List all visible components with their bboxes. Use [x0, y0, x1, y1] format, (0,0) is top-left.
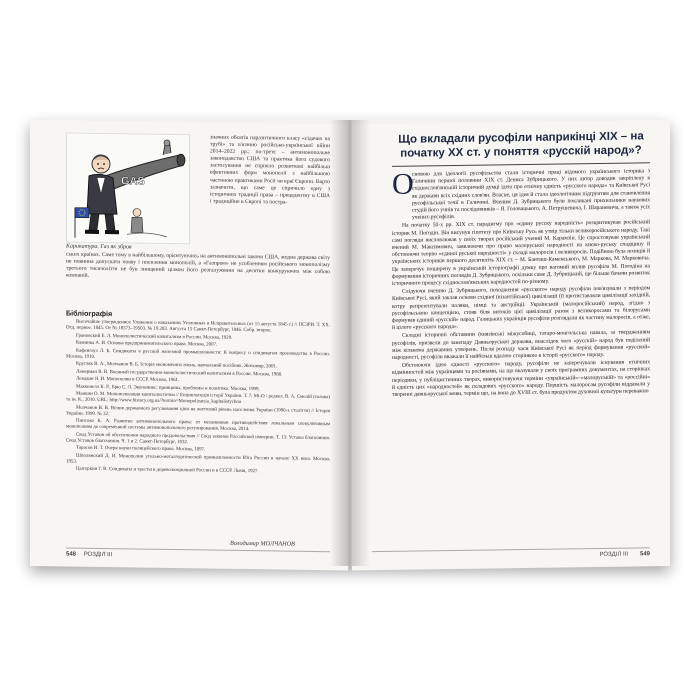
- cartoon-image: [66, 133, 190, 245]
- bibliography-entry: Кафенгауз Л. Б. Синдикаты в русской железной промышленности: К вопросу о синдикатом производства в России. Москва, 1910.: [66, 348, 330, 360]
- body-text-side: значних обсягів паразитичного класу «сідачих на трубі» та в'язнию російсько-української війни 2014–2022 рр.; по-третє – антимонопольне законодавство США та практика його судового застосування не сприяло розвиткові найбільш ефективних форм монополії з найбільшою частиною практиками Росії чи краї Європи. Варто зазначити, що саме це спричило одну з історичних традиції права – прецедентну в США і традиційне в Європі та постра-: [210, 134, 330, 206]
- body-text-full: ських країнах. Саме тому в найбільшому, орієнтуючись на антимонопольні закони США, жодна держава світу не повинна допускати появу і посилення монополій, а «Газпром» не усобленням російського монополізму третього тисячоліття не був знищений цілком його розгалуження на десятки конкуруючих між собою компаній.: [66, 251, 330, 280]
- bibliography-entry: Цыгоркин Г. В. Синдикаты и тресты в дореволюционной России и в СССР. Львів, 1927.: [76, 467, 259, 475]
- drop-cap: О: [392, 167, 414, 201]
- page-number: 548: [66, 551, 77, 558]
- article-heading: Що вкладали русофіли наприкінці XIX – на початку XX ст. у поняття «русскій народ»?: [398, 130, 644, 160]
- page-number: 549: [639, 551, 650, 558]
- bibliography-entry: Грановский Е. Л. Монополистический капитализм в России. Москва, 1929.: [76, 333, 233, 341]
- gas-cartoon-illustration: [67, 134, 189, 244]
- bibliography-entry: Макконелл К. Р., Брю С. Л. Экономикс: принципы, проблемы и политика. Москва, 1999.: [76, 384, 260, 392]
- bibliography-entry: Ламерман В. В. Военный государственно-монополистический капитализм в России. Москва, 1988.: [76, 369, 283, 378]
- left-page: [30, 120, 348, 570]
- section-label: РОЗДІЛ III: [83, 551, 113, 559]
- bibliography-entry: Высочайше утвержденное Уложение о наказаниях Уголовных и Исправительных (от 15 августа 1845 г.) // ПСЗРИ. Т. XX. Отд. первое. 1845. От № 18573–19503. № 19.283. Августа 15 Санкт-Петербург, 1846. Собр. второе.: [66, 319, 330, 334]
- heading-rule: [392, 162, 650, 167]
- right-footer: [372, 551, 650, 558]
- bibliography-entry: Пинсоко К. А. Развитие антимонопольного права: от механизмов противодействия локальным спекулятивным монополиям до современной системы антимонопольного регулирования. Москва, 2014.: [66, 418, 330, 433]
- author-signature: Володимир МОЛЧАНОВ: [230, 539, 295, 548]
- bibliography-entry: Левадин Я. И. Монополии в СССР. Москва, 1961.: [76, 376, 180, 384]
- image-caption: Карикатура. Газ як зброя: [66, 243, 132, 251]
- paragraph: Складні історичні обставини (князівські міжусобиці, татаро-монгольська навала, за твердженням русофілів, призвели до занепаду Давньоруської держави, внаслідок чого «русскій» народ був поділений між кількома державних утворень. Після розпаду часи Київської Русі як період формування «русской» народності, русофіли вважали її найбільш вдалою сторінкою в історії «русского» народу.: [392, 329, 650, 361]
- paragraph: На початку 50-х рр. XIX ст. парадигму про «єдину русску народність» розкритикував російський історик М. Погодін. Він висунув гіпотезу про Київську Русь як утвір тільки великоросійського народу. Такі самі погляди висловлював у своїх творах російський учений М. Карамзін. Це спростовував український вчений М. Максимович, заявлюючи про право малоруської народності на києво-руську спадщину й обстоюючи теорію «єдиної руської народності» у складі малоросів і великоросів. Подібною була позиція й українських істориків першого десятиліть XIX ст. – М. Бантиш-Каменського, М. Маркова, М. Марковича. Це заперечує поширену в українській історіографії думку про вагомий вплив русофіла М. Погодіна на формування історичних поглядів Д. Зубрицького, оскільки саме Д. Зубрицький, ще більше бачачи розвиток історичного процесу східнослов'янських народностей по-різному.: [392, 219, 650, 287]
- bibliography-entry: Каминка А. И. Основы предпринимательского права. Москва, 2007.: [76, 340, 218, 348]
- bibliography-entry: Молчанов В. В. Вплив державного регулювання ціни на життєвий рівень населення України (1990-х століття) // Історія України. 1999. № 32.: [66, 405, 330, 417]
- gas-label: GAS: [121, 175, 145, 188]
- right-page: [352, 120, 670, 570]
- bibliography-entry: Свод Уставов об обеспечении народного продовольствия // Свод законов Российской империи. Т. 13: Уставы благочиния. Свод Уставов благочиния. Ч. 1 и 2. Санкт-Петербург, 1832.: [66, 432, 330, 446]
- article-body: [392, 168, 650, 400]
- bibliography-entry: Шполянский Д. И. Монополии угольно-металлургической промышленности Юга России в начале XX века. Москва, 1953.: [66, 453, 330, 465]
- left-footer: [66, 552, 112, 559]
- bibliography-entry: Манкин О. М. Монополизация капиталистична // Енциклопедія історії України. Т. 7: Мі-О / редкол. В. А. Смолій (голова) та ін. К., 2010. URL: http://www.history.org.ua/?termin=Monopolizatsia_kapitalistychna: [66, 391, 330, 406]
- bibliography-title: Бібліографія: [66, 308, 113, 319]
- paragraph: Слідуючи вченню Д. Зубрицького, походження «русского» народу русофіли пов'язували з періодом Київської Русі, який заклав основи східної (візантійської) цивілізації (її протиставляли цивілізації західній, котру репрезентували поляки, німці та австрійці). Українській (малоросійський) народ, згідно з русофільською концепцією, стояв біля витоків цієї цивілізації разом з великоросами та білорусами формував єдиний «русскій» народ. Галицьких українців русофіли розглядали як частину малоросів, а отже, й цілого «русского народа».: [392, 285, 650, 332]
- open-book: [30, 120, 670, 566]
- bibliography-entry: Тарасов И. Т. Очерк науки полицейского права. Москва, 1897.: [76, 446, 206, 453]
- paragraph: сновою для ідеології русофільства стали історичні праці відомого українського історика з Галичини першої половини XIX ст. Дениса Зубрицького. У них автор доводив закріплену в східнослов'янській історичній думці ідею про етнічну єдність «русского народа» та Київської Русі як держави всіх східних слов'ян. Власне, ця ідея й стала ідеологічним підґрунтям для становлення русофільської течії в Галичині. Вченим Д. Зубрицького були покликані прихильники наукових студій його учнів та послідовників – Я. Головацького, А. Петрушевича, І. Шараневича, а також усіх учених-русофілів.: [412, 168, 650, 221]
- bibliography-entry: Кругляк В. А., Молчанов В. Б. Історія економічних вчень, навчальний посібник. Житомир, 2001.: [76, 361, 278, 370]
- paragraph: Обстоюючи ідею єдності «русского» народу, русофіли не заперечували існування етнічних відмінностей між українцями та росіянами, на що вказували у своїх програмних документах, на сторінках періодики, у публіцистичних творах, використовуючи терміни «українській»–«малоруській» та «россійні» й єдність цих «народностей» як складових «русского» народу. Першість малоросам русофіли віддавали у творенні давньоруської мови, термін що, на вона до XVIII ст. була продуктом духовної культури переважно: [392, 359, 650, 398]
- bibliography-list: [66, 320, 330, 479]
- section-label: РОЗДІЛ III: [599, 551, 628, 558]
